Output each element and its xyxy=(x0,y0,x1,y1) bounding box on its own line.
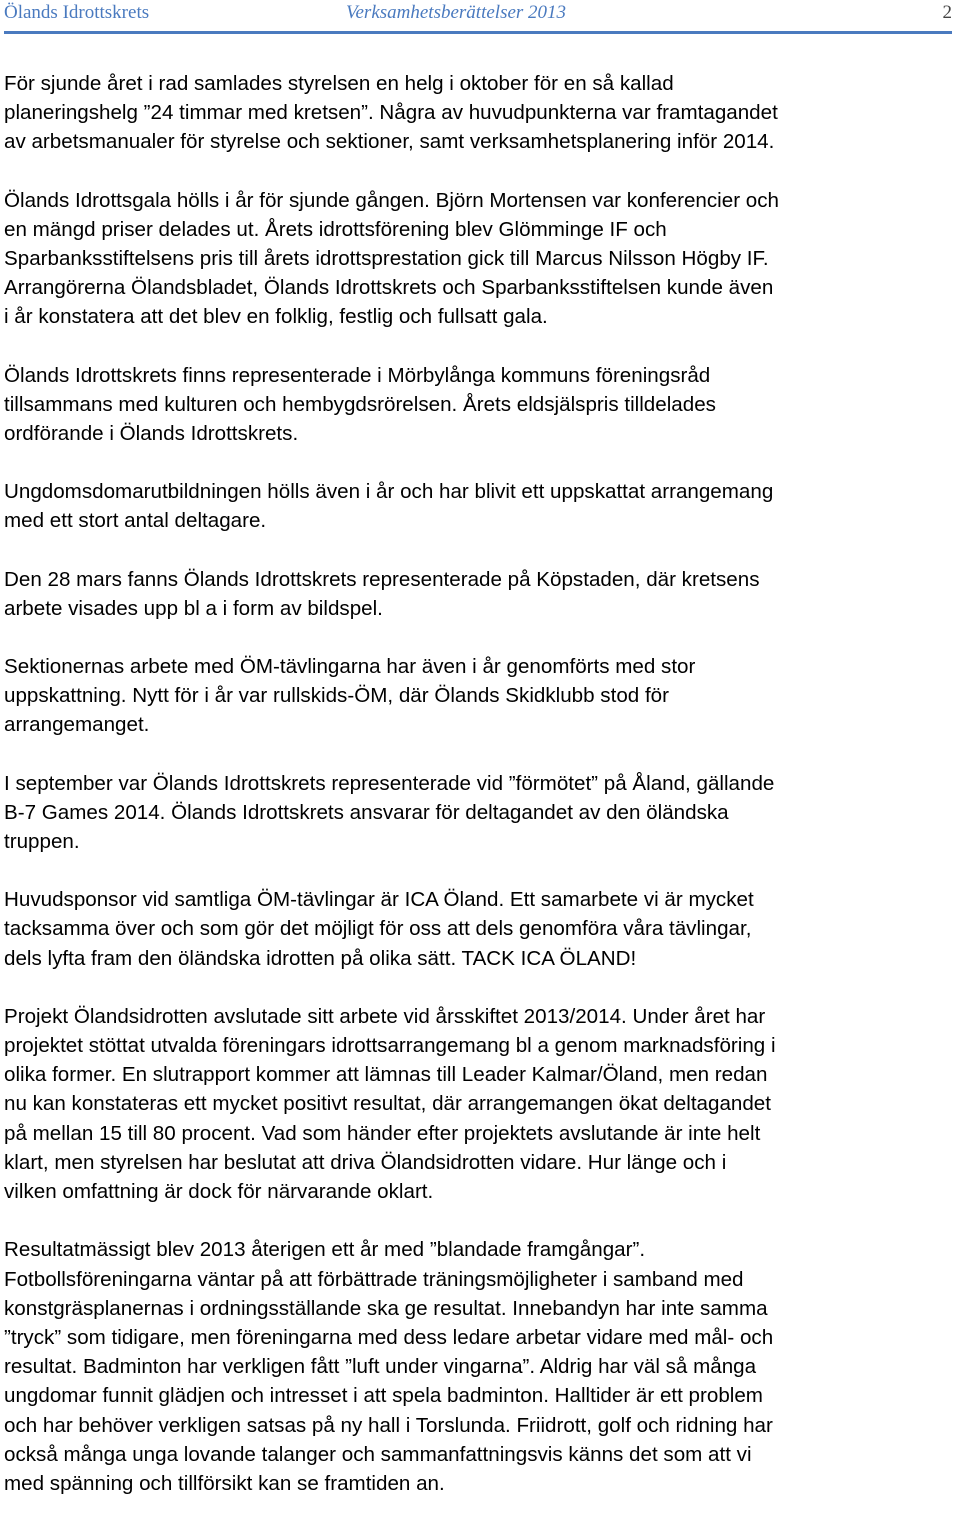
page-number: 2 xyxy=(942,2,952,23)
paragraph-om-competitions: Sektionernas arbete med ÖM-tävlingarna har även i år genomförts med stor uppskattning. Nytt för i år var rullskids-ÖM, där Ölands Skidklubb stod för arrangemanget. xyxy=(4,655,696,737)
paragraph-results: Resultatmässigt blev 2013 återigen ett år med ”blandade framgångar”. Fotbollsföreningarna väntar på att förbättrade träningsmöjligheter i samband med konstgräsplanernas i ordningsställande ska ge resultat. Innebandyn har inte samma ”tryck” som tidigare, men föreningarna med dess ledare arbetar vidare med mål- och resultat. Badminton har verkligen fått ”luft under vingarna”. Aldrig har väl så många ungdomar funnit glädjen och intresset i att spela badminton. Halltider är ett problem och har behöver verkligen satsas på ny hall i Torslunda. Friidrott, golf och ridning har också många unga lovande talanger och sammanfattningsvis känns det som att vi med spänning och tillförsikt kan se framtiden an. xyxy=(4,1238,774,1495)
paragraph-b7-games: I september var Ölands Idrottskrets representerade vid ”förmötet” på Åland, gällande B-7 Games 2014. Ölands Idrottskrets ansvarar för deltagandet av den öländska truppen. xyxy=(4,771,775,854)
paragraph-main-sponsor: Huvudsponsor vid samtliga ÖM-tävlingar är ICA Öland. Ett samarbete vi är mycket tacksamma över och som gör det möjligt för oss att dels genomföra våra tävlingar, dels lyfta fram den öländska idrotten på olika sätt. TACK ICA ÖLAND! xyxy=(4,888,754,970)
header-org-name: Ölands Idrottskrets xyxy=(4,2,150,23)
page-header xyxy=(4,0,952,30)
paragraph-planning-weekend: För sjunde året i rad samlades styrelsen en helg i oktober för en så kallad planeringshelg ”24 timmar med kretsen”. Några av huvudpunkterna var framtagandet av arbetsmanualer för styrelse och sektioner, samt verksamhetsplanering inför 2014. xyxy=(4,72,778,154)
paragraph-project-olandsidrotten: Projekt Ölandsidrotten avslutade sitt arbete vid årsskiftet 2013/2014. Under året har projektet stöttat utvalda föreningars idrottsarrangemang bl a genom marknadsföring i olika former. En slutrapport kommer att lämnas till Leader Kalmar/Öland, men redan nu kan konstateras ett mycket positivt resultat, där arrangemangen ökat deltagandet på mellan 15 till 80 procent. Vad som händer efter projektets avslutande är inte helt klart, men styrelsen har beslutat att driva Ölandsidrotten vidare. Hur länge och i vilken omfattning är dock för närvarande oklart. xyxy=(4,1004,776,1204)
paragraph-kopstaden: Den 28 mars fanns Ölands Idrottskrets representerade på Köpstaden, där kretsens arbete visades upp bl a i form av bildspel. xyxy=(4,567,760,620)
paragraph-sports-gala: Ölands Idrottsgala hölls i år för sjunde gången. Björn Mortensen var konferencier och en mängd priser delades ut. Årets idrottsförening blev Glömminge IF och Sparbanksstiftelsens pris till årets idrottsprestation gick till Marcus Nilsson Högby IF. Arrangörerna Ölandsbladet, Ölands Idrottskrets och Sparbanksstiftelsen kunde även i år konstatera att det blev en folklig, festlig och fullsatt gala. xyxy=(4,188,779,329)
paragraph-youth-referee-training: Ungdomsdomarutbildningen hölls även i år och har blivit ett uppskattat arrangemang med ett stort antal deltagare. xyxy=(4,480,774,533)
header-document-title: Verksamhetsberättelser 2013 xyxy=(346,2,567,23)
document-body xyxy=(4,69,954,1527)
paragraph-association-council: Ölands Idrottskrets finns representerade i Mörbylånga kommuns föreningsråd tillsammans med kulturen och hembygdsrörelsen. Årets eldsjälspris tilldelades ordförande i Ölands Idrottskrets. xyxy=(4,363,716,446)
header-divider xyxy=(4,31,952,34)
